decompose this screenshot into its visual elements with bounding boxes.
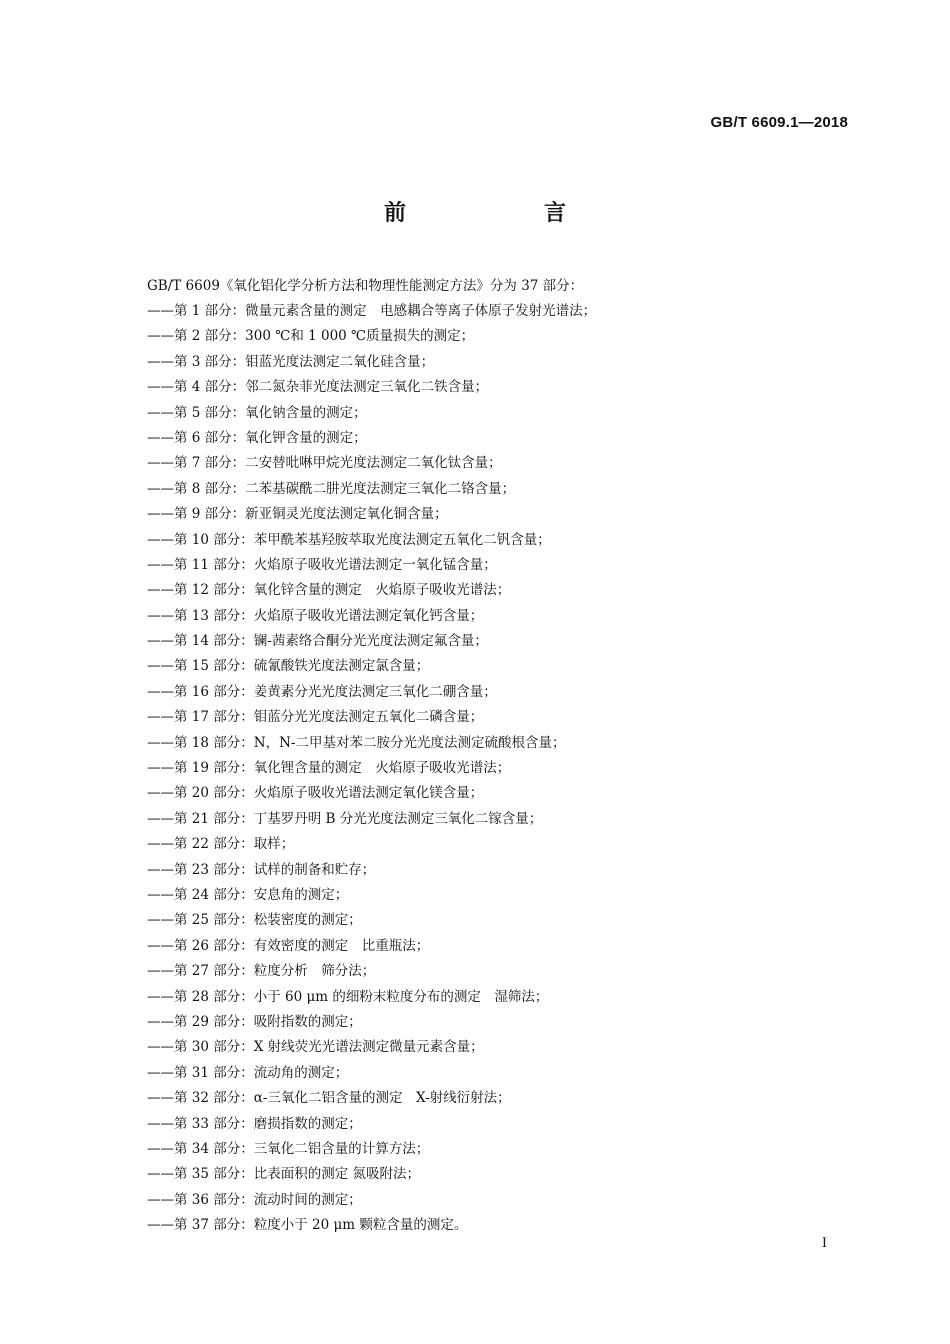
list-item: ——第 33 部分：磨损指数的测定；	[147, 1115, 362, 1132]
list-item: ——第 6 部分：氧化钾含量的测定；	[147, 429, 367, 446]
list-item: ——第 22 部分：取样；	[147, 836, 295, 853]
list-item: ——第 34 部分：三氧化二铝含量的计算方法；	[147, 1140, 430, 1157]
list-item: ——第 2 部分：300 ℃和 1 000 ℃质量损失的测定；	[147, 328, 475, 345]
list-item: ——第 10 部分：苯甲酰苯基羟胺萃取光度法测定五氧化二钒含量；	[147, 531, 551, 548]
list-item: ——第 25 部分：松装密度的测定；	[147, 912, 362, 929]
list-item: ——第 31 部分：流动角的测定；	[147, 1064, 349, 1081]
standard-number: GB/T 6609.1—2018	[710, 114, 848, 131]
list-item: ——第 11 部分：火焰原子吸收光谱法测定一氧化锰含量；	[147, 556, 497, 573]
list-item: ——第 37 部分：粒度小于 20 μm 颗粒含量的测定。	[147, 1217, 468, 1234]
intro-paragraph: GB/T 6609《氧化铝化学分析方法和物理性能测定方法》分为 37 部分：	[147, 278, 584, 294]
list-item: ——第 26 部分：有效密度的测定 比重瓶法；	[147, 937, 430, 954]
list-item: ——第 27 部分：粒度分析 筛分法；	[147, 963, 376, 980]
list-item: ——第 23 部分：试样的制备和贮存；	[147, 861, 376, 878]
list-item: ——第 7 部分：二安替吡啉甲烷光度法测定二氧化钛含量；	[147, 455, 502, 472]
list-item: ——第 17 部分：钼蓝分光光度法测定五氧化二磷含量；	[147, 709, 484, 726]
list-item: ——第 24 部分：安息角的测定；	[147, 886, 349, 903]
list-item: ——第 16 部分：姜黄素分光光度法测定三氧化二硼含量；	[147, 683, 497, 700]
page-number: I	[821, 1236, 827, 1251]
list-item: ——第 36 部分：流动时间的测定；	[147, 1191, 362, 1208]
list-item: ——第 32 部分：α-三氧化二铝含量的测定 X-射线衍射法；	[147, 1090, 511, 1107]
list-item: ——第 29 部分：吸附指数的测定；	[147, 1013, 362, 1030]
list-item: ——第 19 部分：氧化锂含量的测定 火焰原子吸收光谱法；	[147, 760, 511, 777]
list-item: ——第 14 部分：镧-茜素络合酮分光光度法测定氟含量；	[147, 633, 488, 650]
list-item: ——第 5 部分：氧化钠含量的测定；	[147, 404, 367, 421]
list-item: ——第 15 部分：硫氰酸铁光度法测定氯含量；	[147, 658, 430, 675]
page-title: 前 言	[383, 201, 624, 226]
list-item: ——第 8 部分：二苯基碳酰二肼光度法测定三氧化二铬含量；	[147, 480, 516, 497]
list-item: ——第 3 部分：钼蓝光度法测定二氧化硅含量；	[147, 353, 435, 370]
list-item: ——第 13 部分：火焰原子吸收光谱法测定氧化钙含量；	[147, 607, 484, 624]
list-item: ——第 4 部分：邻二氮杂菲光度法测定三氧化二铁含量；	[147, 379, 489, 396]
list-item: ——第 18 部分：N，N-二甲基对苯二胺分光光度法测定硫酸根含量；	[147, 734, 566, 751]
list-item: ——第 21 部分：丁基罗丹明 B 分光光度法测定三氧化二镓含量；	[147, 810, 543, 827]
list-item: ——第 20 部分：火焰原子吸收光谱法测定氧化镁含量；	[147, 785, 484, 802]
list-item: ——第 12 部分：氧化锌含量的测定 火焰原子吸收光谱法；	[147, 582, 511, 599]
list-item: ——第 35 部分：比表面积的测定 氮吸附法；	[147, 1166, 421, 1183]
list-item: ——第 30 部分：X 射线荧光光谱法测定微量元素含量；	[147, 1039, 484, 1056]
list-item: ——第 1 部分：微量元素含量的测定 电感耦合等离子体原子发射光谱法；	[147, 303, 597, 319]
list-item: ——第 28 部分：小于 60 μm 的细粉末粒度分布的测定 湿筛法；	[147, 988, 549, 1005]
parts-list	[147, 301, 596, 1240]
list-item: ——第 9 部分：新亚铜灵光度法测定氧化铜含量；	[147, 506, 448, 523]
